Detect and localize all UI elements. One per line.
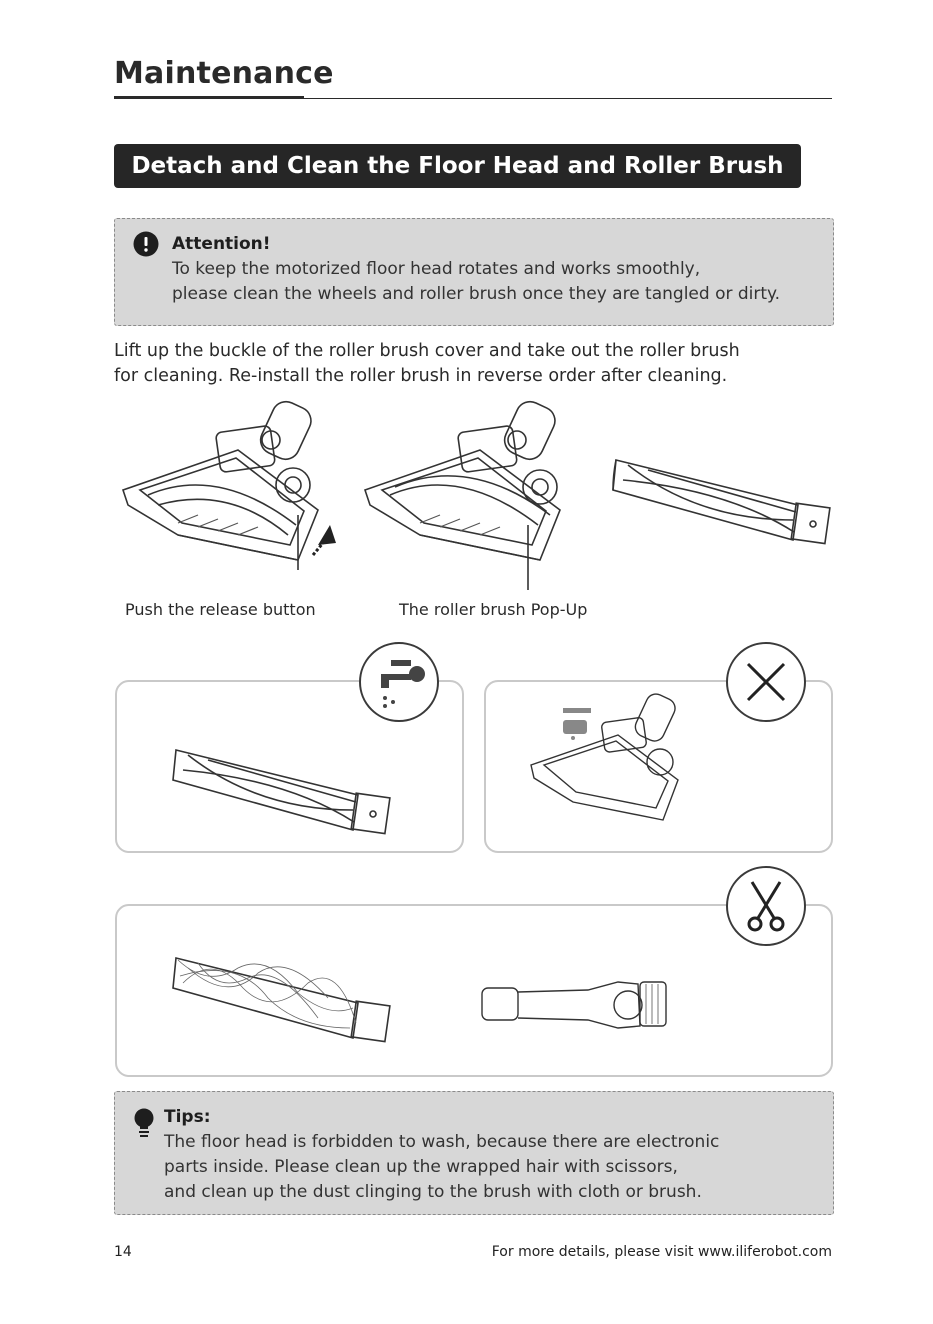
handheld-vacuum-illustration	[478, 970, 678, 1040]
step-caption: The roller brush Pop-Up	[399, 600, 588, 619]
exclamation-icon	[133, 231, 159, 257]
attention-line: To keep the motorized floor head rotates and works smoothly,	[172, 259, 701, 279]
forbidden-x-icon	[726, 642, 806, 722]
section-banner: Detach and Clean the Floor Head and Roller Brush	[114, 144, 801, 188]
intro-line: for cleaning. Re-install the roller brush in reverse order after cleaning.	[114, 366, 728, 386]
intro-line: Lift up the buckle of the roller brush cover and take out the roller brush	[114, 341, 740, 361]
title-underline	[114, 96, 304, 99]
tips-line: and clean up the dust clinging to the brush with cloth or brush.	[164, 1182, 702, 1202]
step-caption: Push the release button	[125, 600, 316, 619]
tips-title: Tips:	[164, 1107, 211, 1127]
lightbulb-icon	[133, 1108, 155, 1138]
tips-line: The floor head is forbidden to wash, because there are electronic	[164, 1132, 720, 1152]
tips-box	[114, 1091, 834, 1215]
page-number: 14	[114, 1244, 132, 1260]
scissors-icon	[726, 866, 806, 946]
tangled-brush-illustration	[168, 948, 393, 1048]
page-title: Maintenance	[114, 56, 334, 91]
attention-line: please clean the wheels and roller brush once they are tangled or dirty.	[172, 284, 781, 304]
tips-line: parts inside. Please clean up the wrapped hair with scissors,	[164, 1157, 678, 1177]
attention-box	[114, 218, 834, 326]
floor-head-illustration	[118, 395, 348, 580]
water-tap-icon	[359, 642, 439, 722]
arrow-up-icon	[313, 525, 336, 555]
attention-title: Attention!	[172, 234, 271, 254]
floor-head-illustration	[528, 690, 698, 840]
roller-brush-illustration	[608, 450, 833, 550]
footer-note: For more details, please visit www.iliferobot.com	[491, 1244, 832, 1260]
header-rule	[304, 98, 832, 99]
floor-head-popup-illustration	[360, 395, 590, 580]
roller-brush-illustration	[168, 740, 393, 840]
